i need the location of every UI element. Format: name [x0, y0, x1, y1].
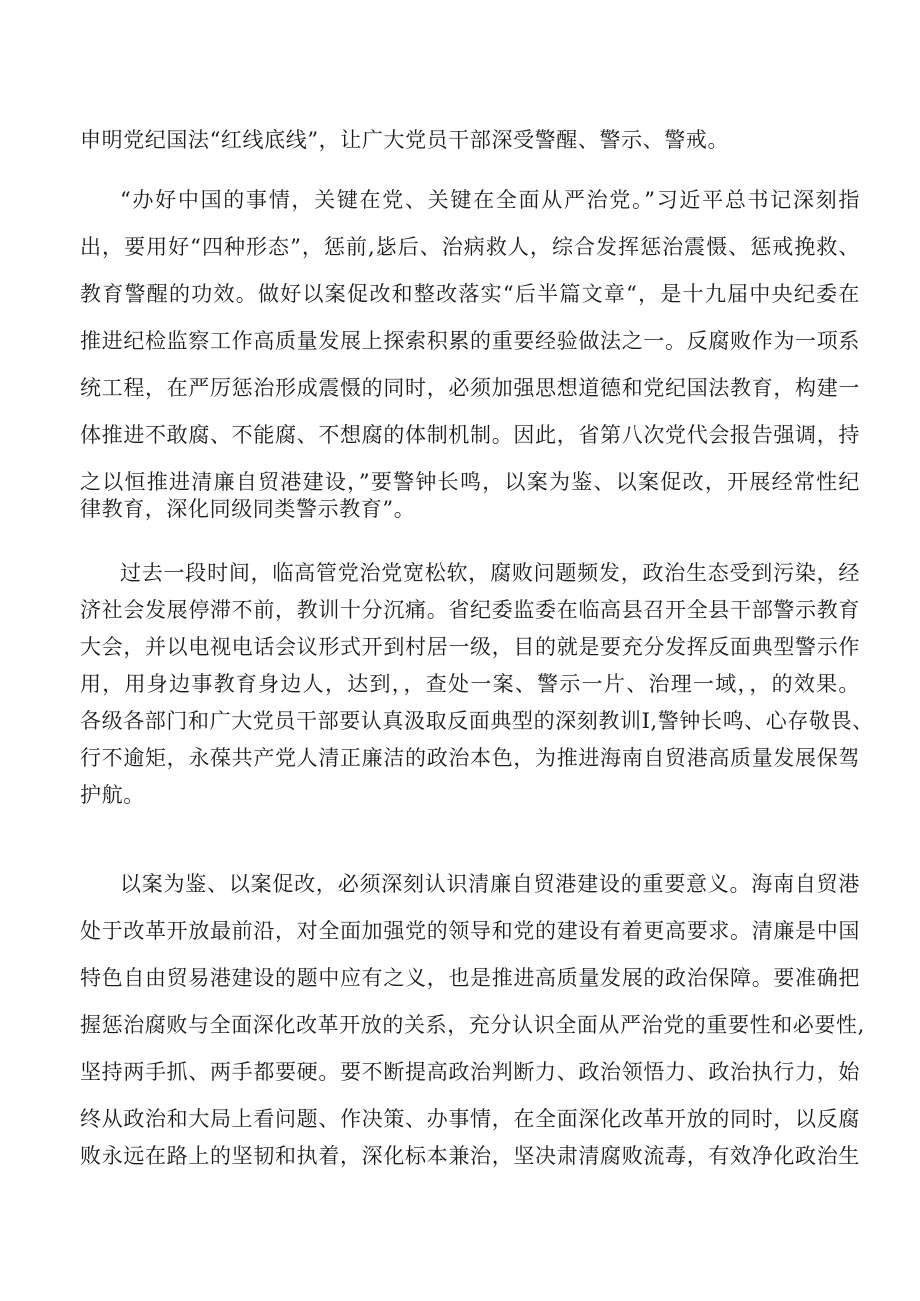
text-line: 推进纪检监察工作高质量发展上探索积累的重要经验做法之一。反腐败作为一项系 — [80, 329, 860, 353]
text-line: 过去一段时间，临高管党治党宽松软，腐败问题频发，政治生态受到污染，经 — [120, 561, 860, 585]
text-line: 特色自由贸易港建设的题中应有之义，也是推进高质量发展的政治保障。要准确把 — [80, 966, 860, 990]
text-line: 用，用身边事教育身边人，达到，，查处一案、警示一片、治理一域，，的效果。 — [80, 672, 860, 696]
text-line: 大会，并以电视电话会议形式开到村居一级，目的就是要充分发挥反面典型警示作 — [80, 635, 860, 659]
text-line: 济社会发展停滞不前，教训十分沉痛。省纪委监委在临高县召开全县干部警示教育 — [80, 598, 860, 622]
text-line: 各级各部门和广大党员干部要认真汲取反面典型的深刻教训I,警钟长鸣、心存敬畏、 — [80, 709, 874, 733]
text-line: 以案为鉴、以案促改，必须深刻认识清廉自贸港建设的重要意义。海南自贸港 — [120, 872, 860, 896]
text-line: 申明党纪国法“红线底线”，让广大党员干部深受警醒、警示、警戒。 — [80, 128, 730, 152]
text-line: 体推进不敢腐、不能腐、不想腐的体制机制。因此，省第八次党代会报告强调，持 — [80, 423, 860, 447]
text-line: 行不逾矩，永葆共产党人清正廉洁的政治本色，为推进海南自贸港高质量发展保驾 — [80, 746, 860, 770]
text-line: 坚持两手抓、两手都要硬。要不断提高政治判断力、政治领悟力、政治执行力，始 — [80, 1060, 860, 1084]
text-line: 处于改革开放最前沿，对全面加强党的领导和党的建设有着更高要求。清廉是中国 — [80, 919, 860, 943]
text-line: 终从政治和大局上看问题、作决策、办事情，在全面深化改革开放的同时，以反腐 — [80, 1107, 860, 1131]
text-line: 之以恒推进清廉自贸港建设，”要警钟长鸣，以案为鉴、以案促改，开展经常性纪 — [80, 470, 860, 494]
text-line: 护航。 — [80, 783, 145, 807]
text-line: 教育警醒的功效。做好以案促改和整改落实“后半篇文章“，是十九届中央纪委在 — [80, 282, 860, 306]
text-line: 律教育，深化同级同类警示教育”。 — [80, 497, 416, 521]
text-line: 统工程，在严厉惩治形成震慑的同时，必须加强思想道德和党纪国法教育，构建一 — [80, 376, 860, 400]
text-line: “办好中国的事情，关键在党、关键在全面从严治党。”习近平总书记深刻指 — [120, 188, 860, 212]
text-line: 握惩治腐败与全面深化改革开放的关系，充分认识全面从严治党的重要性和必要性, — [80, 1013, 865, 1037]
text-line: 出，要用好“四种形态”，惩前,毖后、治病救人，综合发挥惩治震慑、惩戒挽救、 — [80, 235, 860, 259]
text-line: 败永远在路上的坚韧和执着，深化标本兼治，坚决肃清腐败流毒，有效净化政治生 — [80, 1144, 860, 1168]
